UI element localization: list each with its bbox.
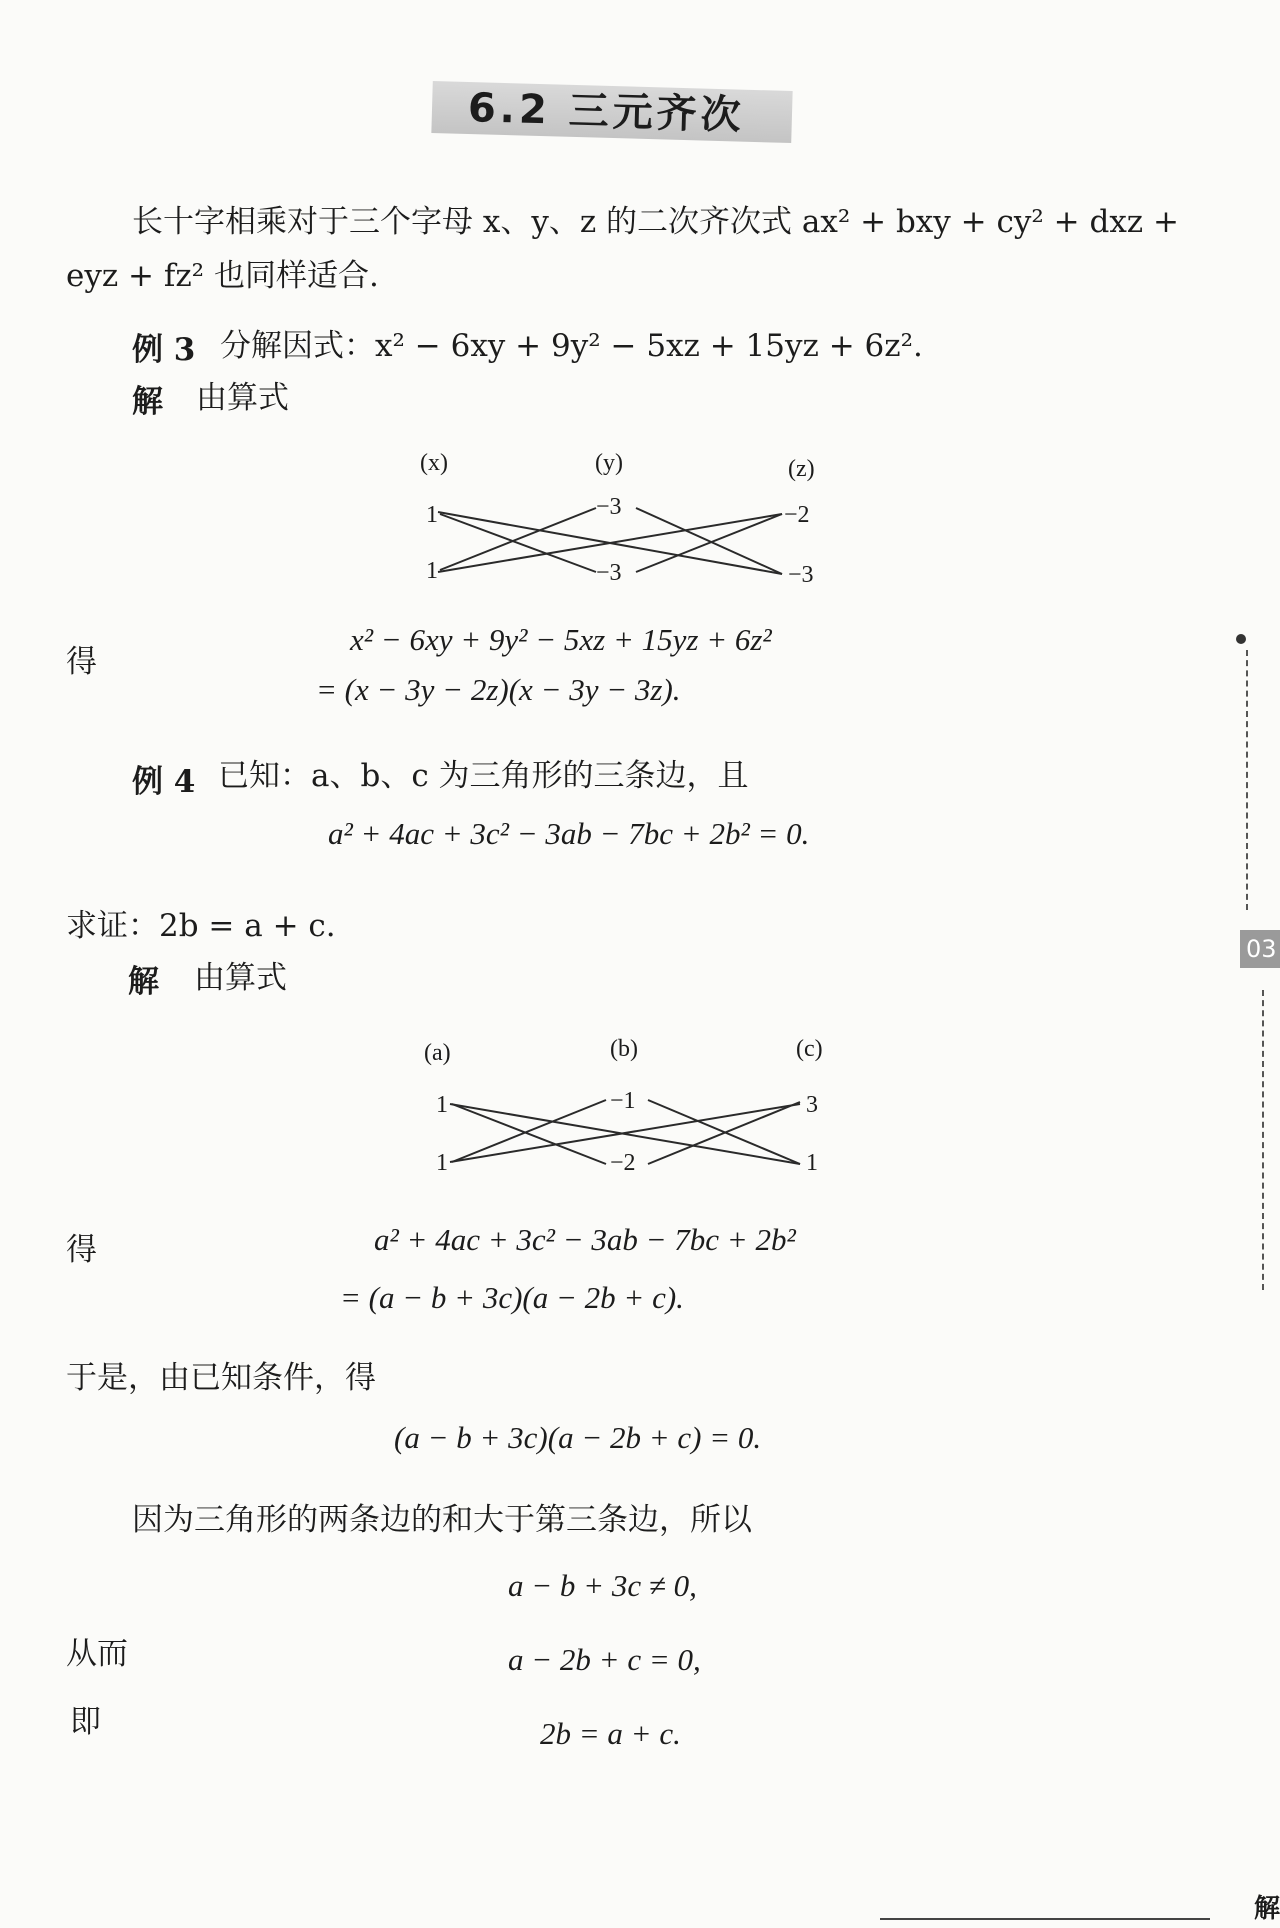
cross-diagram-2 bbox=[410, 1024, 850, 1194]
example4-result-line-2: = (a − b + 3c)(a − 2b + c). bbox=[340, 1280, 684, 1315]
example4-result-line-1: a² + 4ac + 3c² − 3ab − 7bc + 2b² bbox=[374, 1222, 796, 1257]
diagram2-right-top: 3 bbox=[806, 1092, 818, 1118]
section-title: 6.2 三元齐次 bbox=[467, 85, 746, 139]
reason-text: 因为三角形的两条边的和大于第三条边，所以 bbox=[132, 1502, 752, 1538]
cut-line-dot bbox=[1236, 634, 1246, 644]
diagram1-header-y: (y) bbox=[595, 450, 623, 476]
example4-solution-text: 由算式 bbox=[194, 960, 287, 996]
diagram1-left-top: 1 bbox=[426, 502, 438, 528]
intro-line-1: 长十字相乘对于三个字母 x、y、z 的二次齐次式 ax² + bxy + cy² + dxz + bbox=[132, 204, 1179, 240]
bottom-rule bbox=[880, 1918, 1210, 1920]
diagram1-right-bottom: −3 bbox=[788, 562, 814, 588]
diagram2-header-c: (c) bbox=[796, 1036, 823, 1062]
example4-result-label: 得 bbox=[66, 1232, 97, 1268]
example4-label: 例 4 bbox=[132, 764, 196, 800]
example4-solution-label: 解 bbox=[128, 964, 159, 1000]
diagram1-header-z: (z) bbox=[788, 456, 815, 482]
diagram1-right-top: −2 bbox=[784, 502, 810, 528]
example3-result-line-2: = (x − 3y − 2z)(x − 3y − 3z). bbox=[316, 672, 681, 707]
example3-label: 例 3 bbox=[132, 332, 196, 368]
thus-label: 从而 bbox=[66, 1636, 128, 1672]
ie-equation: 2b = a + c. bbox=[540, 1716, 681, 1751]
diagram2-mid-bottom: −2 bbox=[610, 1150, 636, 1176]
example3-task: 分解因式：x² − 6xy + 9y² − 5xz + 15yz + 6z². bbox=[220, 328, 923, 364]
diagram2-left-top: 1 bbox=[436, 1092, 448, 1118]
diagram2-right-bottom: 1 bbox=[806, 1150, 818, 1176]
diagram1-header-x: (x) bbox=[420, 450, 448, 476]
ie-label: 即 bbox=[70, 1704, 101, 1740]
corner-text: 解 bbox=[1254, 1894, 1280, 1924]
example4-equation: a² + 4ac + 3c² − 3ab − 7bc + 2b² = 0. bbox=[328, 816, 810, 851]
example4-given: 已知：a、b、c 为三角形的三条边，且 bbox=[218, 758, 749, 794]
example3-result-label: 得 bbox=[66, 644, 97, 680]
diagram2-left-bottom: 1 bbox=[436, 1150, 448, 1176]
conclusion-equation: (a − b + 3c)(a − 2b + c) = 0. bbox=[394, 1420, 762, 1455]
example3-solution-label: 解 bbox=[132, 384, 163, 420]
diagram2-line bbox=[452, 1104, 606, 1164]
diagram2-header-a: (a) bbox=[424, 1040, 451, 1066]
diagram1-left-bottom: 1 bbox=[426, 558, 438, 584]
diagram1-line bbox=[440, 514, 596, 572]
intro-line-2: eyz + fz² 也同样适合. bbox=[66, 258, 379, 294]
thus-equation: a − 2b + c = 0, bbox=[508, 1642, 701, 1677]
inequality: a − b + 3c ≠ 0, bbox=[508, 1568, 697, 1603]
diagram1-mid-top: −3 bbox=[596, 494, 622, 520]
cut-line bbox=[1262, 990, 1264, 1290]
diagram1-mid-bottom: −3 bbox=[596, 560, 622, 586]
example4-prove: 求证：2b = a + c. bbox=[66, 908, 336, 944]
example3-result-line-1: x² − 6xy + 9y² − 5xz + 15yz + 6z² bbox=[350, 622, 772, 657]
diagram2-mid-top: −1 bbox=[610, 1088, 636, 1114]
diagram2-header-b: (b) bbox=[610, 1036, 638, 1062]
example3-solution-text: 由算式 bbox=[196, 380, 289, 416]
cross-diagram-1 bbox=[400, 440, 840, 600]
conclusion-intro: 于是，由已知条件，得 bbox=[66, 1360, 376, 1396]
page-side-tab: 03 bbox=[1240, 930, 1280, 968]
cut-line bbox=[1246, 650, 1248, 910]
